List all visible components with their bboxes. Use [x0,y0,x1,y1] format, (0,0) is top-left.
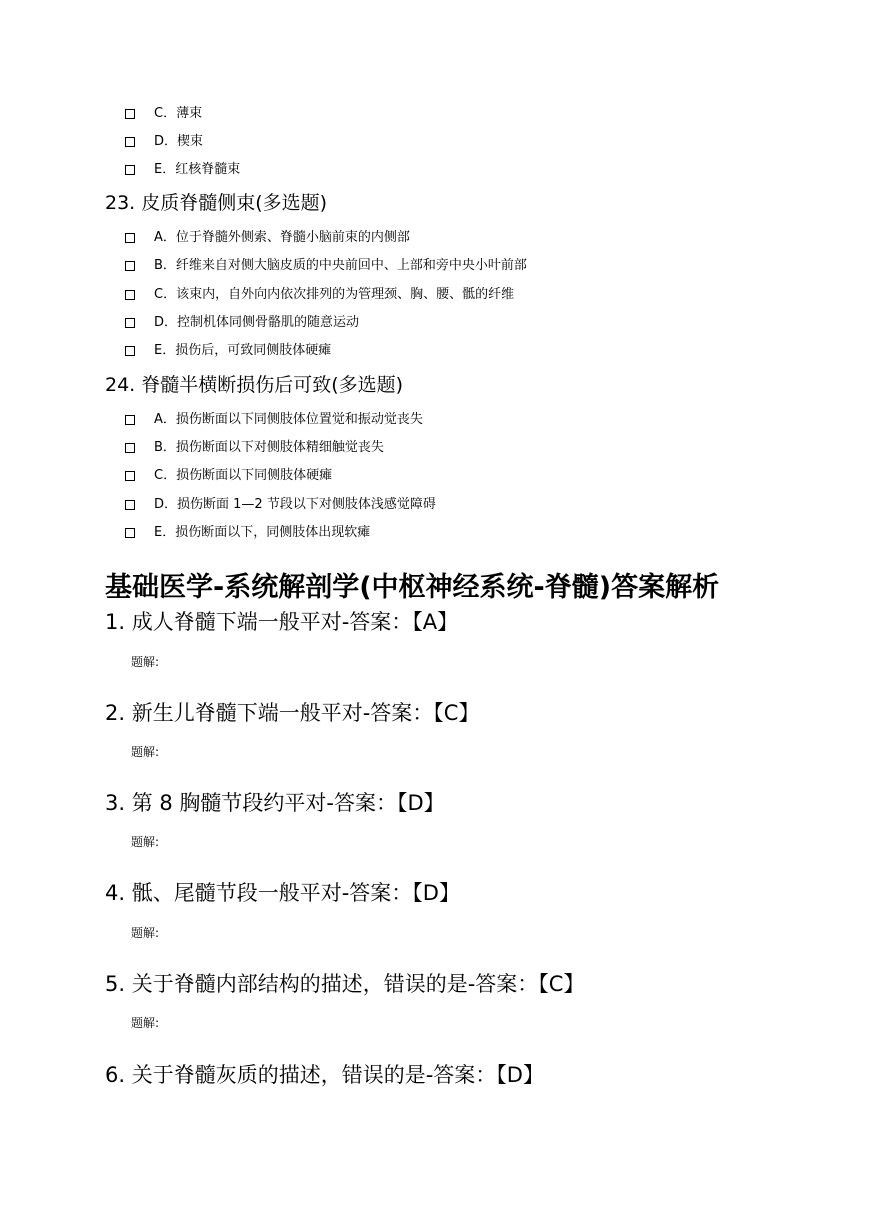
question-23-title: 23. 皮质脊髓侧束(多选题) [105,192,328,214]
explanation-label-2: 题解: [131,745,160,759]
q23-option-c[interactable] [125,285,514,305]
q24-option-b[interactable] [125,438,384,458]
option-label: E．红核脊髓束 [154,162,241,177]
option-label: A．位于脊髓外侧索、脊髓小脑前束的内侧部 [154,230,410,245]
checkbox[interactable] [125,346,135,356]
option-label: B．纤维来自对侧大脑皮质的中央前回中、上部和旁中央小叶前部 [154,258,527,273]
option-label: D．楔束 [154,134,204,149]
answer-6: 6. 关于脊髓灰质的描述，错误的是-答案：【D】 [105,1063,544,1087]
option-label: C．该束内，自外向内依次排列的为管理颈、胸、腰、骶的纤维 [154,287,515,302]
q23-option-e[interactable] [125,341,331,361]
q22-option-e[interactable] [125,160,240,180]
option-label: E．损伤断面以下，同侧肢体出现软瘫 [154,525,371,540]
explanation-label-5: 题解: [131,1016,160,1030]
checkbox[interactable] [125,500,135,510]
explanation-label-1: 题解: [131,655,160,669]
explanation-label-3: 题解: [131,835,160,849]
q24-option-e[interactable] [125,523,370,543]
checkbox[interactable] [125,233,135,243]
q24-option-d[interactable] [125,495,436,515]
option-label: A．损伤断面以下同侧肢体位置觉和振动觉丧失 [154,412,423,427]
option-label: C．损伤断面以下同侧肢体硬瘫 [154,468,333,483]
checkbox[interactable] [125,443,135,453]
option-label: B．损伤断面以下对侧肢体精细触觉丧失 [154,440,384,455]
checkbox[interactable] [125,109,135,119]
answer-4: 4. 骶、尾髓节段一般平对-答案：【D】 [105,881,460,905]
q24-option-c[interactable] [125,466,332,486]
q23-option-b[interactable] [125,256,527,276]
option-label: D．损伤断面 1—2 节段以下对侧肢体浅感觉障碍 [154,497,436,512]
q23-option-d[interactable] [125,313,359,333]
option-label: E．损伤后，可致同侧肢体硬瘫 [154,343,332,358]
answer-5: 5. 关于脊髓内部结构的描述，错误的是-答案：【C】 [105,972,585,996]
option-label: C．薄束 [154,106,203,121]
checkbox[interactable] [125,290,135,300]
option-label: D．控制机体同侧骨骼肌的随意运动 [154,315,360,330]
q22-option-c[interactable] [125,104,202,124]
answers-section-title: 基础医学-系统解剖学(中枢神经系统-脊髓)答案解析 [105,572,720,603]
answer-1: 1. 成人脊髓下端一般平对-答案：【A】 [105,610,459,634]
q22-option-d[interactable] [125,132,203,152]
checkbox[interactable] [125,261,135,271]
answer-3: 3. 第 8 胸髓节段约平对-答案：【D】 [105,791,445,815]
checkbox[interactable] [125,165,135,175]
question-24-title: 24. 脊髓半横断损伤后可致(多选题) [105,374,404,396]
answer-2: 2. 新生儿脊髓下端一般平对-答案：【C】 [105,701,480,725]
explanation-label-4: 题解: [131,926,160,940]
checkbox[interactable] [125,471,135,481]
q23-option-a[interactable] [125,228,410,248]
checkbox[interactable] [125,318,135,328]
q24-option-a[interactable] [125,410,423,430]
checkbox[interactable] [125,415,135,425]
checkbox[interactable] [125,137,135,147]
checkbox[interactable] [125,528,135,538]
